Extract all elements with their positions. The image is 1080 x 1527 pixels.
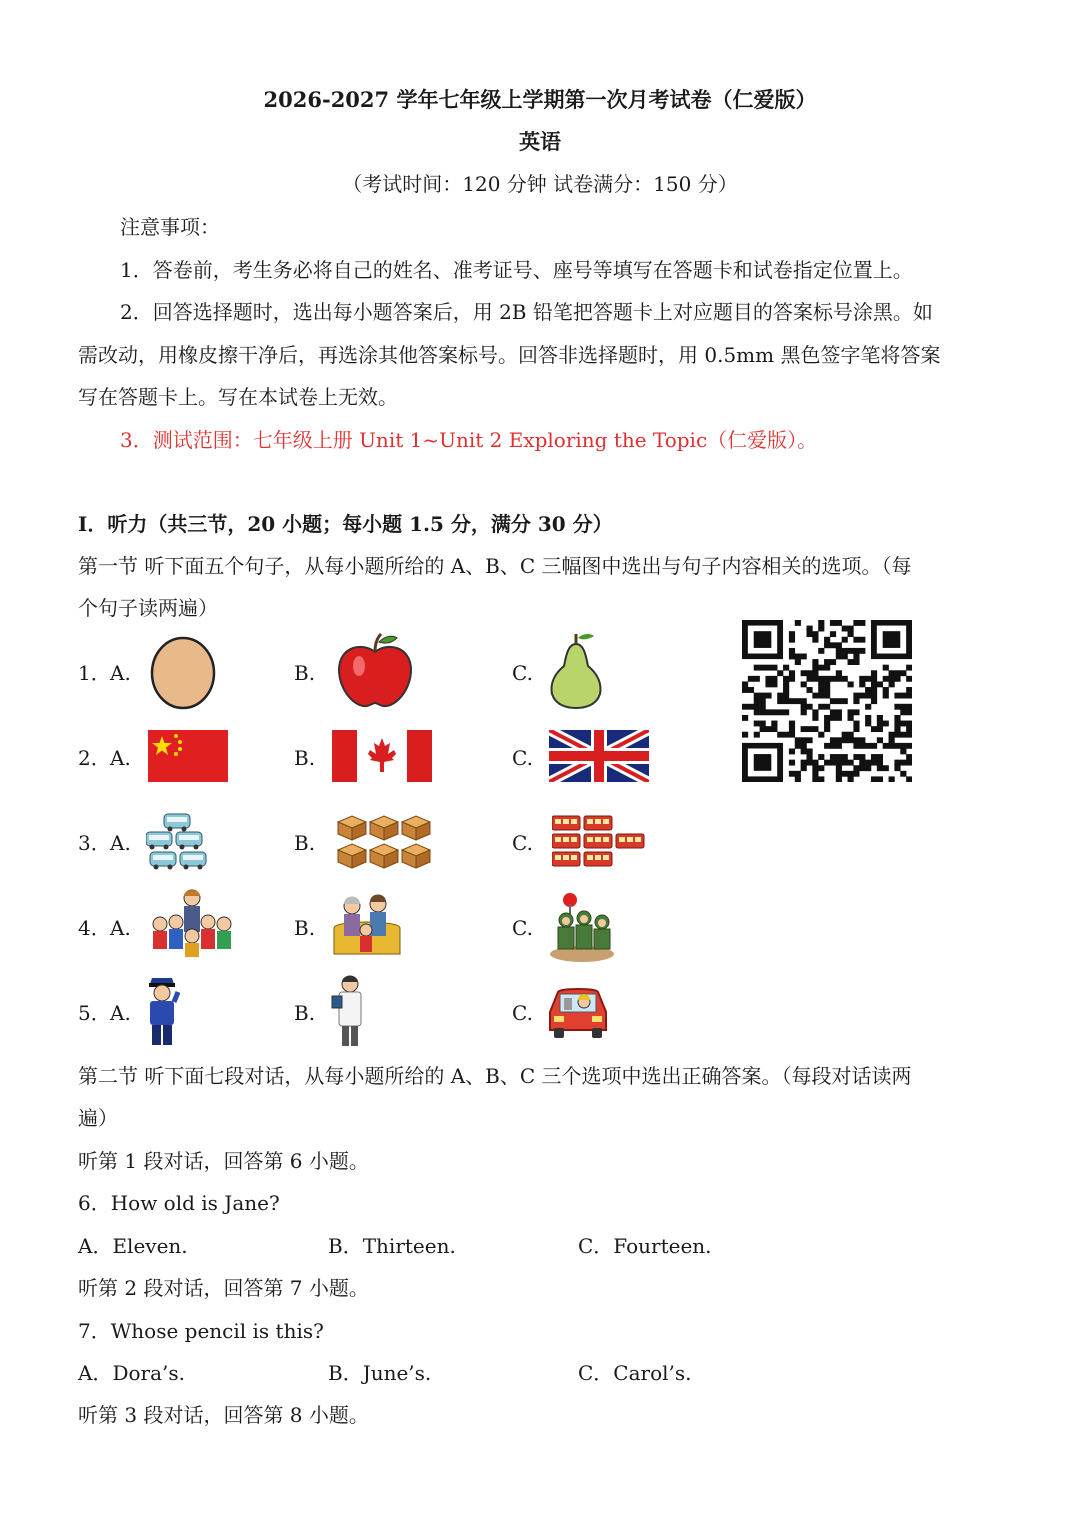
question-7-option-a[interactable]: A．Dora’s. bbox=[78, 1361, 185, 1385]
question-6-option-a[interactable]: A．Eleven. bbox=[78, 1234, 188, 1258]
notes-item-2-line-2: 需改动，用橡皮擦干净后，再选涂其他答案标号。回答非选择题时，用 0.5mm 黑色签字笔将答案 bbox=[78, 343, 941, 367]
part2-instruction-line-1: 第二节 听下面七段对话，从每小题所给的 A、B、C 三个选项中选出正确答案。（每段对话读两 bbox=[78, 1064, 912, 1088]
notes-item-1: 1．答卷前，考生务必将自己的姓名、准考证号、座号等填写在答题卡和试卷指定位置上。 bbox=[120, 258, 913, 282]
question-6-option-c[interactable]: C．Fourteen. bbox=[578, 1234, 712, 1258]
dialog-1-intro: 听第 1 段对话，回答第 6 小题。 bbox=[78, 1149, 369, 1173]
exam-title: 2026-2027 学年七年级上学期第一次月考试卷（仁爱版） bbox=[263, 87, 817, 112]
part1-instruction-line-2: 个句子读两遍） bbox=[78, 596, 218, 620]
option-b-label: B. bbox=[294, 661, 316, 685]
boxes-icon bbox=[336, 814, 434, 870]
subject-title: 英语 bbox=[519, 129, 561, 154]
option-c-label: C. bbox=[512, 746, 533, 770]
china-flag-icon bbox=[148, 730, 228, 782]
option-b-label: B. bbox=[294, 916, 316, 940]
notes-item-3: 3．测试范围：七年级上册 Unit 1~Unit 2 Exploring the Topic（仁爱版）。 bbox=[120, 428, 818, 452]
question-7-option-c[interactable]: C．Carol’s. bbox=[578, 1361, 692, 1385]
section-heading: I．听力（共三节，20 小题；每小题 1.5 分，满分 30 分） bbox=[78, 512, 613, 536]
family-icon bbox=[332, 890, 402, 960]
notes-heading: 注意事项： bbox=[120, 215, 220, 239]
question-number: 4． bbox=[78, 916, 111, 940]
dialog-3-intro: 听第 3 段对话，回答第 8 小题。 bbox=[78, 1403, 369, 1427]
uk-flag-icon bbox=[549, 730, 649, 782]
option-a-label: A. bbox=[110, 661, 131, 685]
question-6-stem: 6．How old is Jane? bbox=[78, 1191, 280, 1215]
question-number: 3． bbox=[78, 831, 111, 855]
canada-flag-icon bbox=[332, 730, 432, 782]
option-c-label: C. bbox=[512, 916, 533, 940]
apple-icon bbox=[335, 630, 415, 710]
trains-icon bbox=[552, 814, 648, 870]
egg-icon bbox=[150, 636, 216, 710]
option-a-label: A. bbox=[110, 831, 131, 855]
policeman-icon bbox=[144, 974, 180, 1048]
soldiers-icon bbox=[548, 890, 616, 962]
part2-instruction-line-2: 遍） bbox=[78, 1106, 118, 1130]
option-c-label: C. bbox=[512, 1001, 533, 1025]
question-number: 5． bbox=[78, 1001, 111, 1025]
option-b-label: B. bbox=[294, 831, 316, 855]
option-c-label: C. bbox=[512, 661, 533, 685]
part1-instruction-line-1: 第一节 听下面五个句子，从每小题所给的 A、B、C 三幅图中选出与句子内容相关的选项。（每 bbox=[78, 554, 912, 578]
option-b-label: B. bbox=[294, 746, 316, 770]
notes-item-2-line-1: 2．回答选择题时，选出每小题答案后，用 2B 铅笔把答题卡上对应题目的答案标号涂黑。如 bbox=[120, 300, 933, 324]
driver-icon bbox=[546, 982, 610, 1040]
dialog-2-intro: 听第 2 段对话，回答第 7 小题。 bbox=[78, 1276, 369, 1300]
buses-icon bbox=[146, 812, 208, 872]
option-c-label: C. bbox=[512, 831, 533, 855]
doctor-icon bbox=[330, 974, 366, 1048]
pear-icon bbox=[548, 632, 604, 710]
notes-item-2-line-3: 写在答题卡上。写在本试卷上无效。 bbox=[78, 385, 398, 409]
option-b-label: B. bbox=[294, 1001, 316, 1025]
option-a-label: A. bbox=[110, 1001, 131, 1025]
option-a-label: A. bbox=[110, 916, 131, 940]
question-7-option-b[interactable]: B．June’s. bbox=[328, 1361, 432, 1385]
students-icon bbox=[148, 888, 236, 960]
exam-info: （考试时间：120 分钟 试卷满分：150 分） bbox=[342, 172, 738, 196]
question-number: 2． bbox=[78, 746, 111, 770]
qr-code-icon bbox=[742, 620, 912, 782]
question-7-stem: 7．Whose pencil is this? bbox=[78, 1319, 324, 1343]
option-a-label: A. bbox=[110, 746, 131, 770]
question-number: 1． bbox=[78, 661, 111, 685]
question-6-option-b[interactable]: B．Thirteen. bbox=[328, 1234, 456, 1258]
